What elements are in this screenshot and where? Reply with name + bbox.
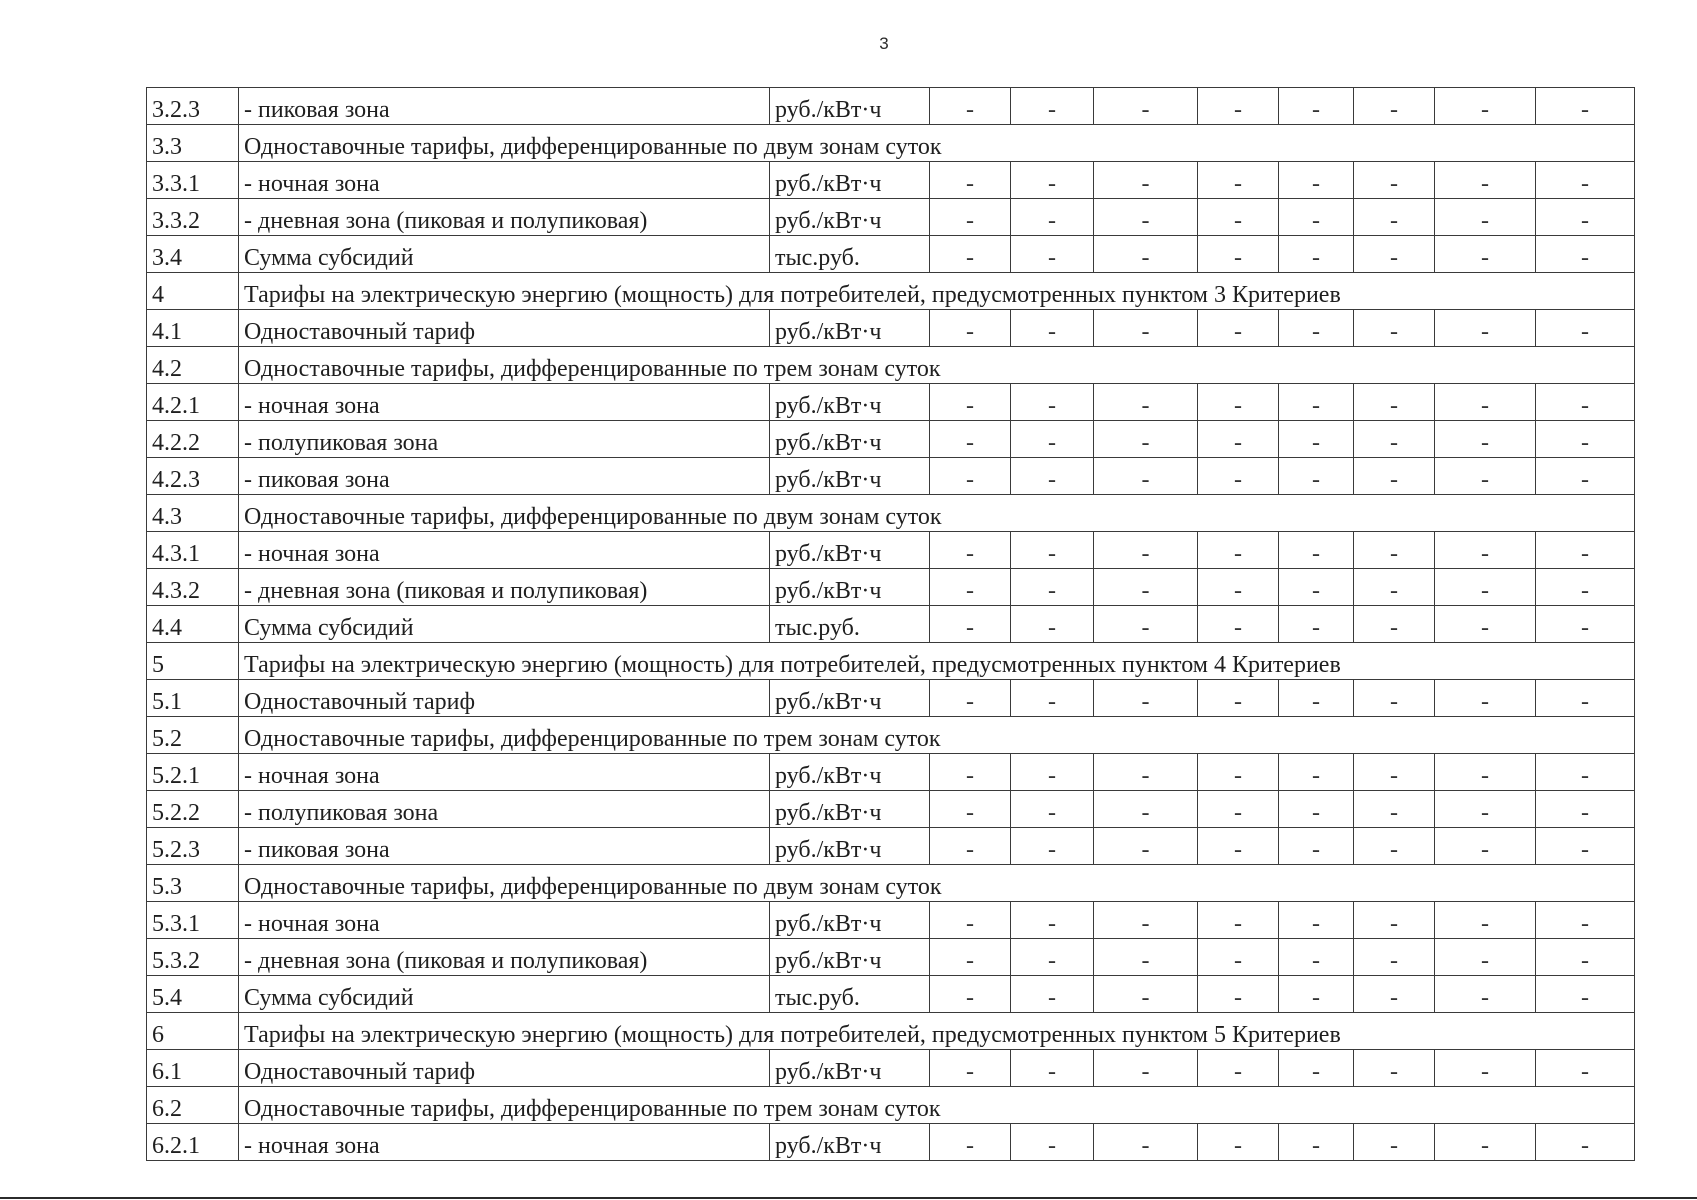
value-cell: - xyxy=(1198,384,1279,421)
row-code: 3.3.1 xyxy=(147,162,239,199)
value-cell: - xyxy=(1011,421,1094,458)
row-code: 4 xyxy=(147,273,239,310)
value-cell: - xyxy=(1435,310,1536,347)
value-cell: - xyxy=(1354,236,1435,273)
value-cell: - xyxy=(1536,458,1635,495)
row-name: Сумма субсидий xyxy=(239,976,770,1013)
value-cell: - xyxy=(1198,162,1279,199)
table-row xyxy=(147,754,1635,791)
row-unit: руб./кВт·ч xyxy=(770,939,930,976)
row-code: 3.4 xyxy=(147,236,239,273)
value-cell: - xyxy=(1198,902,1279,939)
value-cell: - xyxy=(1011,199,1094,236)
value-cell: - xyxy=(1011,791,1094,828)
table-row xyxy=(147,495,1635,532)
row-unit: руб./кВт·ч xyxy=(770,421,930,458)
bottom-rule xyxy=(0,1197,1697,1199)
value-cell: - xyxy=(1279,976,1354,1013)
row-code: 5 xyxy=(147,643,239,680)
value-cell: - xyxy=(1011,976,1094,1013)
value-cell: - xyxy=(1094,1050,1198,1087)
value-cell: - xyxy=(1536,939,1635,976)
value-cell: - xyxy=(930,162,1011,199)
row-name: - ночная зона xyxy=(239,754,770,791)
value-cell: - xyxy=(1536,976,1635,1013)
section-title: Одноставочные тарифы, дифференцированные по трем зонам суток xyxy=(239,717,1635,754)
value-cell: - xyxy=(1094,902,1198,939)
row-code: 4.4 xyxy=(147,606,239,643)
value-cell: - xyxy=(1198,532,1279,569)
value-cell: - xyxy=(930,236,1011,273)
value-cell: - xyxy=(1094,421,1198,458)
value-cell: - xyxy=(1536,791,1635,828)
value-cell: - xyxy=(1435,1050,1536,1087)
value-cell: - xyxy=(1435,569,1536,606)
value-cell: - xyxy=(1198,458,1279,495)
value-cell: - xyxy=(1435,384,1536,421)
value-cell: - xyxy=(1536,88,1635,125)
value-cell: - xyxy=(930,458,1011,495)
table-row xyxy=(147,236,1635,273)
value-cell: - xyxy=(1354,384,1435,421)
value-cell: - xyxy=(1198,421,1279,458)
value-cell: - xyxy=(1435,236,1536,273)
row-unit: руб./кВт·ч xyxy=(770,828,930,865)
row-unit: руб./кВт·ч xyxy=(770,458,930,495)
tariff-table xyxy=(146,87,1635,1161)
row-name: Одноставочный тариф xyxy=(239,680,770,717)
value-cell: - xyxy=(1536,236,1635,273)
value-cell: - xyxy=(1279,458,1354,495)
value-cell: - xyxy=(1354,939,1435,976)
value-cell: - xyxy=(1536,421,1635,458)
value-cell: - xyxy=(1011,88,1094,125)
row-unit: руб./кВт·ч xyxy=(770,1050,930,1087)
value-cell: - xyxy=(1279,199,1354,236)
row-name: - ночная зона xyxy=(239,162,770,199)
row-unit: тыс.руб. xyxy=(770,236,930,273)
value-cell: - xyxy=(1435,458,1536,495)
value-cell: - xyxy=(1011,458,1094,495)
row-unit: руб./кВт·ч xyxy=(770,384,930,421)
row-name: Сумма субсидий xyxy=(239,606,770,643)
value-cell: - xyxy=(1279,310,1354,347)
section-title: Тарифы на электрическую энергию (мощность) для потребителей, предусмотренных пунктом 5 Критериев xyxy=(239,1013,1635,1050)
value-cell: - xyxy=(930,976,1011,1013)
value-cell: - xyxy=(1279,939,1354,976)
value-cell: - xyxy=(1435,1124,1536,1161)
value-cell: - xyxy=(1198,939,1279,976)
value-cell: - xyxy=(930,754,1011,791)
value-cell: - xyxy=(1011,680,1094,717)
row-code: 4.3 xyxy=(147,495,239,532)
value-cell: - xyxy=(1536,1050,1635,1087)
value-cell: - xyxy=(1094,606,1198,643)
value-cell: - xyxy=(1536,902,1635,939)
value-cell: - xyxy=(930,1124,1011,1161)
row-name: - полупиковая зона xyxy=(239,421,770,458)
row-name: - пиковая зона xyxy=(239,88,770,125)
table-row xyxy=(147,717,1635,754)
value-cell: - xyxy=(1279,88,1354,125)
row-unit: тыс.руб. xyxy=(770,976,930,1013)
value-cell: - xyxy=(1094,1124,1198,1161)
value-cell: - xyxy=(1279,1050,1354,1087)
table-row xyxy=(147,828,1635,865)
table-row xyxy=(147,1124,1635,1161)
row-name: - дневная зона (пиковая и полупиковая) xyxy=(239,569,770,606)
value-cell: - xyxy=(930,1050,1011,1087)
value-cell: - xyxy=(1354,199,1435,236)
value-cell: - xyxy=(930,828,1011,865)
value-cell: - xyxy=(1435,828,1536,865)
value-cell: - xyxy=(930,902,1011,939)
section-title: Одноставочные тарифы, дифференцированные по двум зонам суток xyxy=(239,495,1635,532)
row-code: 6.2 xyxy=(147,1087,239,1124)
value-cell: - xyxy=(1279,236,1354,273)
value-cell: - xyxy=(1011,310,1094,347)
value-cell: - xyxy=(1279,569,1354,606)
value-cell: - xyxy=(1354,754,1435,791)
value-cell: - xyxy=(1354,606,1435,643)
value-cell: - xyxy=(930,199,1011,236)
table-row xyxy=(147,791,1635,828)
row-code: 4.3.1 xyxy=(147,532,239,569)
value-cell: - xyxy=(1094,199,1198,236)
row-code: 5.3.1 xyxy=(147,902,239,939)
value-cell: - xyxy=(1354,458,1435,495)
value-cell: - xyxy=(1094,569,1198,606)
row-code: 5.1 xyxy=(147,680,239,717)
row-code: 5.2.3 xyxy=(147,828,239,865)
table-row xyxy=(147,643,1635,680)
value-cell: - xyxy=(1011,1124,1094,1161)
value-cell: - xyxy=(1536,1124,1635,1161)
row-unit: руб./кВт·ч xyxy=(770,199,930,236)
value-cell: - xyxy=(1094,939,1198,976)
value-cell: - xyxy=(1198,199,1279,236)
value-cell: - xyxy=(1279,162,1354,199)
value-cell: - xyxy=(1435,88,1536,125)
table-row xyxy=(147,1087,1635,1124)
value-cell: - xyxy=(930,606,1011,643)
section-title: Одноставочные тарифы, дифференцированные по трем зонам суток xyxy=(239,347,1635,384)
row-code: 3.3.2 xyxy=(147,199,239,236)
row-code: 4.2.1 xyxy=(147,384,239,421)
row-code: 6.1 xyxy=(147,1050,239,1087)
value-cell: - xyxy=(1198,828,1279,865)
value-cell: - xyxy=(1094,976,1198,1013)
row-name: - ночная зона xyxy=(239,532,770,569)
value-cell: - xyxy=(1279,532,1354,569)
value-cell: - xyxy=(930,939,1011,976)
row-name: - ночная зона xyxy=(239,1124,770,1161)
row-unit: руб./кВт·ч xyxy=(770,569,930,606)
row-name: - полупиковая зона xyxy=(239,791,770,828)
value-cell: - xyxy=(1011,532,1094,569)
value-cell: - xyxy=(1094,310,1198,347)
row-code: 5.4 xyxy=(147,976,239,1013)
row-unit: руб./кВт·ч xyxy=(770,791,930,828)
row-code: 3.3 xyxy=(147,125,239,162)
value-cell: - xyxy=(1536,532,1635,569)
value-cell: - xyxy=(1536,199,1635,236)
table-row xyxy=(147,902,1635,939)
value-cell: - xyxy=(1536,680,1635,717)
value-cell: - xyxy=(1198,236,1279,273)
row-code: 5.3.2 xyxy=(147,939,239,976)
value-cell: - xyxy=(1279,902,1354,939)
value-cell: - xyxy=(1198,976,1279,1013)
row-name: Одноставочный тариф xyxy=(239,310,770,347)
row-name: Одноставочный тариф xyxy=(239,1050,770,1087)
value-cell: - xyxy=(1536,310,1635,347)
row-code: 6 xyxy=(147,1013,239,1050)
value-cell: - xyxy=(1435,939,1536,976)
value-cell: - xyxy=(930,680,1011,717)
value-cell: - xyxy=(1011,754,1094,791)
value-cell: - xyxy=(1354,976,1435,1013)
value-cell: - xyxy=(1354,1050,1435,1087)
value-cell: - xyxy=(930,569,1011,606)
value-cell: - xyxy=(930,421,1011,458)
value-cell: - xyxy=(930,310,1011,347)
row-name: - ночная зона xyxy=(239,902,770,939)
value-cell: - xyxy=(1354,532,1435,569)
row-code: 4.2.3 xyxy=(147,458,239,495)
value-cell: - xyxy=(1198,754,1279,791)
row-name: - ночная зона xyxy=(239,384,770,421)
row-name: - дневная зона (пиковая и полупиковая) xyxy=(239,199,770,236)
value-cell: - xyxy=(1094,828,1198,865)
value-cell: - xyxy=(1279,680,1354,717)
row-name: - пиковая зона xyxy=(239,458,770,495)
table-row xyxy=(147,976,1635,1013)
value-cell: - xyxy=(1198,680,1279,717)
value-cell: - xyxy=(1279,791,1354,828)
value-cell: - xyxy=(1536,162,1635,199)
section-title: Одноставочные тарифы, дифференцированные по двум зонам суток xyxy=(239,125,1635,162)
value-cell: - xyxy=(1536,606,1635,643)
value-cell: - xyxy=(1094,162,1198,199)
value-cell: - xyxy=(930,384,1011,421)
row-unit: руб./кВт·ч xyxy=(770,1124,930,1161)
value-cell: - xyxy=(930,88,1011,125)
row-code: 4.3.2 xyxy=(147,569,239,606)
row-name: - пиковая зона xyxy=(239,828,770,865)
table-row xyxy=(147,939,1635,976)
table-row xyxy=(147,347,1635,384)
table-row xyxy=(147,1013,1635,1050)
row-name: - дневная зона (пиковая и полупиковая) xyxy=(239,939,770,976)
value-cell: - xyxy=(1094,532,1198,569)
row-code: 6.2.1 xyxy=(147,1124,239,1161)
table-row xyxy=(147,606,1635,643)
value-cell: - xyxy=(930,791,1011,828)
value-cell: - xyxy=(1011,1050,1094,1087)
table-row xyxy=(147,310,1635,347)
table-row xyxy=(147,865,1635,902)
value-cell: - xyxy=(1435,902,1536,939)
value-cell: - xyxy=(1354,162,1435,199)
value-cell: - xyxy=(1536,384,1635,421)
value-cell: - xyxy=(930,532,1011,569)
value-cell: - xyxy=(1279,754,1354,791)
value-cell: - xyxy=(1094,754,1198,791)
table-row xyxy=(147,1050,1635,1087)
row-code: 5.2 xyxy=(147,717,239,754)
value-cell: - xyxy=(1435,976,1536,1013)
table-row xyxy=(147,162,1635,199)
value-cell: - xyxy=(1094,384,1198,421)
row-unit: тыс.руб. xyxy=(770,606,930,643)
value-cell: - xyxy=(1198,606,1279,643)
table-row xyxy=(147,88,1635,125)
row-code: 3.2.3 xyxy=(147,88,239,125)
value-cell: - xyxy=(1279,1124,1354,1161)
value-cell: - xyxy=(1198,1050,1279,1087)
section-title: Одноставочные тарифы, дифференцированные по двум зонам суток xyxy=(239,865,1635,902)
value-cell: - xyxy=(1011,606,1094,643)
table-row xyxy=(147,532,1635,569)
page-number: 3 xyxy=(879,34,889,53)
row-unit: руб./кВт·ч xyxy=(770,680,930,717)
value-cell: - xyxy=(1435,680,1536,717)
value-cell: - xyxy=(1094,458,1198,495)
value-cell: - xyxy=(1198,88,1279,125)
table-body xyxy=(147,88,1635,1161)
value-cell: - xyxy=(1094,236,1198,273)
value-cell: - xyxy=(1011,162,1094,199)
row-unit: руб./кВт·ч xyxy=(770,88,930,125)
value-cell: - xyxy=(1011,569,1094,606)
row-unit: руб./кВт·ч xyxy=(770,902,930,939)
value-cell: - xyxy=(1354,680,1435,717)
row-unit: руб./кВт·ч xyxy=(770,310,930,347)
value-cell: - xyxy=(1354,791,1435,828)
value-cell: - xyxy=(1354,902,1435,939)
value-cell: - xyxy=(1094,680,1198,717)
value-cell: - xyxy=(1279,421,1354,458)
value-cell: - xyxy=(1279,606,1354,643)
row-unit: руб./кВт·ч xyxy=(770,162,930,199)
value-cell: - xyxy=(1094,88,1198,125)
value-cell: - xyxy=(1435,532,1536,569)
table-row xyxy=(147,680,1635,717)
value-cell: - xyxy=(1536,828,1635,865)
row-code: 4.2.2 xyxy=(147,421,239,458)
value-cell: - xyxy=(1435,606,1536,643)
value-cell: - xyxy=(1536,754,1635,791)
value-cell: - xyxy=(1435,199,1536,236)
value-cell: - xyxy=(1354,421,1435,458)
value-cell: - xyxy=(1435,421,1536,458)
table-row xyxy=(147,384,1635,421)
value-cell: - xyxy=(1536,569,1635,606)
row-code: 5.2.2 xyxy=(147,791,239,828)
row-code: 5.2.1 xyxy=(147,754,239,791)
value-cell: - xyxy=(1354,310,1435,347)
section-title: Тарифы на электрическую энергию (мощность) для потребителей, предусмотренных пунктом 4 Критериев xyxy=(239,643,1635,680)
table-row xyxy=(147,125,1635,162)
table-row xyxy=(147,199,1635,236)
value-cell: - xyxy=(1435,162,1536,199)
value-cell: - xyxy=(1354,569,1435,606)
row-code: 5.3 xyxy=(147,865,239,902)
value-cell: - xyxy=(1354,88,1435,125)
value-cell: - xyxy=(1198,310,1279,347)
value-cell: - xyxy=(1435,754,1536,791)
value-cell: - xyxy=(1011,384,1094,421)
table-row xyxy=(147,273,1635,310)
value-cell: - xyxy=(1011,902,1094,939)
value-cell: - xyxy=(1011,828,1094,865)
row-unit: руб./кВт·ч xyxy=(770,754,930,791)
value-cell: - xyxy=(1011,236,1094,273)
value-cell: - xyxy=(1198,791,1279,828)
value-cell: - xyxy=(1279,828,1354,865)
table-row xyxy=(147,458,1635,495)
value-cell: - xyxy=(1198,569,1279,606)
value-cell: - xyxy=(1198,1124,1279,1161)
table-row xyxy=(147,569,1635,606)
value-cell: - xyxy=(1279,384,1354,421)
value-cell: - xyxy=(1435,791,1536,828)
table-row xyxy=(147,421,1635,458)
row-unit: руб./кВт·ч xyxy=(770,532,930,569)
section-title: Одноставочные тарифы, дифференцированные по трем зонам суток xyxy=(239,1087,1635,1124)
value-cell: - xyxy=(1354,828,1435,865)
row-name: Сумма субсидий xyxy=(239,236,770,273)
value-cell: - xyxy=(1094,791,1198,828)
row-code: 4.2 xyxy=(147,347,239,384)
row-code: 4.1 xyxy=(147,310,239,347)
value-cell: - xyxy=(1011,939,1094,976)
section-title: Тарифы на электрическую энергию (мощность) для потребителей, предусмотренных пунктом 3 Критериев xyxy=(239,273,1635,310)
value-cell: - xyxy=(1354,1124,1435,1161)
